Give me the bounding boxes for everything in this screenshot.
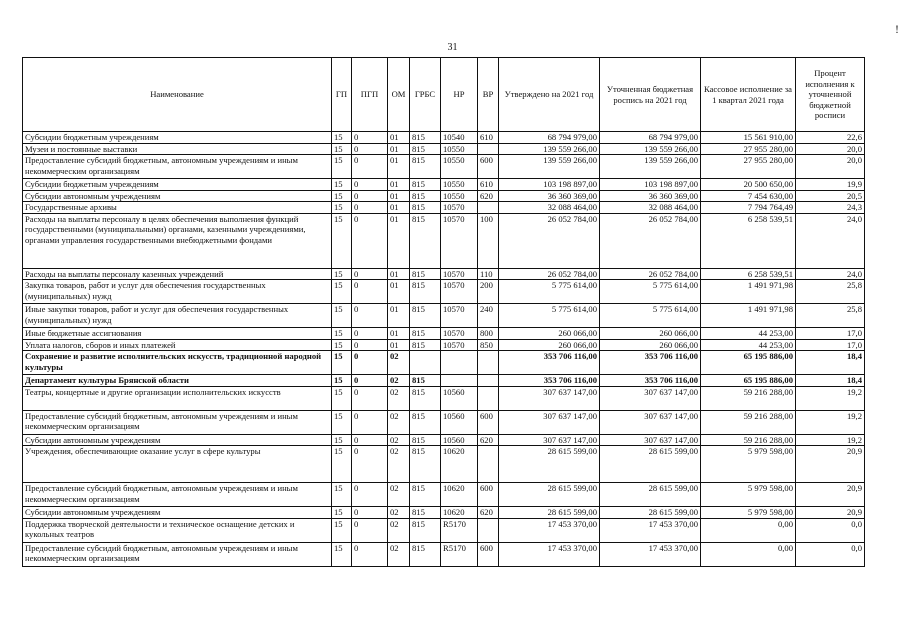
cell-grbs: 815 <box>410 190 441 202</box>
cell-name: Учреждения, обеспечивающие оказание услуг в сфере культуры <box>23 446 332 483</box>
cell-refined: 28 615 599,00 <box>600 483 701 507</box>
cell-om: 01 <box>388 280 410 304</box>
cell-vr: 600 <box>478 542 499 566</box>
cell-cash: 20 500 650,00 <box>701 179 796 191</box>
cell-refined: 353 706 116,00 <box>600 351 701 375</box>
table-row <box>23 410 865 434</box>
cell-cash: 5 979 598,00 <box>701 507 796 519</box>
cell-pgp: 0 <box>352 410 388 434</box>
table-row <box>23 518 865 542</box>
cell-vr: 610 <box>478 179 499 191</box>
cell-vr <box>478 351 499 375</box>
cell-np <box>441 351 478 375</box>
cell-approved: 68 794 979,00 <box>499 132 600 144</box>
cell-gp: 15 <box>332 518 352 542</box>
cell-vr: 240 <box>478 304 499 328</box>
cell-grbs: 815 <box>410 410 441 434</box>
cell-pgp: 0 <box>352 434 388 446</box>
cell-gp: 15 <box>332 339 352 351</box>
cell-om: 01 <box>388 268 410 280</box>
cell-om: 02 <box>388 507 410 519</box>
cell-percent: 25,8 <box>796 304 865 328</box>
table-row <box>23 434 865 446</box>
cell-om: 01 <box>388 143 410 155</box>
cell-refined: 307 637 147,00 <box>600 434 701 446</box>
cell-cash: 65 195 886,00 <box>701 351 796 375</box>
table-row <box>23 155 865 179</box>
cell-np: 10560 <box>441 386 478 410</box>
cell-gp: 15 <box>332 351 352 375</box>
cell-percent: 17,0 <box>796 328 865 340</box>
cell-vr <box>478 386 499 410</box>
cell-gp: 15 <box>332 155 352 179</box>
cell-refined: 103 198 897,00 <box>600 179 701 191</box>
cell-gp: 15 <box>332 507 352 519</box>
cell-gp: 15 <box>332 132 352 144</box>
cell-om: 02 <box>388 410 410 434</box>
cell-vr: 110 <box>478 268 499 280</box>
table-row <box>23 507 865 519</box>
cell-grbs: 815 <box>410 143 441 155</box>
table-row <box>23 190 865 202</box>
cell-pgp: 0 <box>352 507 388 519</box>
cell-vr <box>478 375 499 387</box>
cell-np: 10550 <box>441 143 478 155</box>
cell-pgp: 0 <box>352 213 388 268</box>
cell-percent: 19,2 <box>796 434 865 446</box>
cell-pgp: 0 <box>352 351 388 375</box>
table-row <box>23 351 865 375</box>
cell-vr <box>478 202 499 214</box>
cell-approved: 139 559 266,00 <box>499 155 600 179</box>
cell-cash: 0,00 <box>701 542 796 566</box>
cell-grbs: 815 <box>410 507 441 519</box>
cell-grbs: 815 <box>410 155 441 179</box>
cell-om: 01 <box>388 339 410 351</box>
cell-np: 10620 <box>441 446 478 483</box>
cell-approved: 5 775 614,00 <box>499 304 600 328</box>
cell-cash: 44 253,00 <box>701 339 796 351</box>
cell-approved: 28 615 599,00 <box>499 483 600 507</box>
cell-gp: 15 <box>332 542 352 566</box>
table-row <box>23 143 865 155</box>
table-row <box>23 304 865 328</box>
cell-pgp: 0 <box>352 268 388 280</box>
cell-approved: 26 052 784,00 <box>499 213 600 268</box>
cell-cash: 5 979 598,00 <box>701 446 796 483</box>
cell-gp: 15 <box>332 434 352 446</box>
cell-cash: 44 253,00 <box>701 328 796 340</box>
cell-cash: 6 258 539,51 <box>701 213 796 268</box>
table-row <box>23 386 865 410</box>
cell-pgp: 0 <box>352 202 388 214</box>
cell-refined: 28 615 599,00 <box>600 507 701 519</box>
cell-gp: 15 <box>332 268 352 280</box>
cell-cash: 27 955 280,00 <box>701 155 796 179</box>
cell-refined: 68 794 979,00 <box>600 132 701 144</box>
cell-name: Предоставление субсидий бюджетным, автономным учреждениям и иным некоммерческим организациям <box>23 410 332 434</box>
cell-om: 01 <box>388 328 410 340</box>
cell-np: 10570 <box>441 304 478 328</box>
cell-om: 01 <box>388 190 410 202</box>
cell-name: Предоставление субсидий бюджетным, автономным учреждениям и иным некоммерческим организациям <box>23 542 332 566</box>
cell-name: Закупка товаров, работ и услуг для обеспечения государственных (муниципальных) нужд <box>23 280 332 304</box>
cell-cash: 7 454 630,00 <box>701 190 796 202</box>
cell-pgp: 0 <box>352 375 388 387</box>
cell-percent: 0,0 <box>796 542 865 566</box>
cell-grbs: 815 <box>410 518 441 542</box>
cell-np: R5170 <box>441 518 478 542</box>
cell-np: 10620 <box>441 507 478 519</box>
cell-gp: 15 <box>332 446 352 483</box>
cell-percent: 20,9 <box>796 483 865 507</box>
table-row <box>23 339 865 351</box>
cell-cash: 5 979 598,00 <box>701 483 796 507</box>
cell-refined: 353 706 116,00 <box>600 375 701 387</box>
cell-gp: 15 <box>332 143 352 155</box>
cell-om: 01 <box>388 179 410 191</box>
corner-mark: ! <box>895 22 899 36</box>
cell-vr <box>478 446 499 483</box>
cell-om: 02 <box>388 351 410 375</box>
cell-percent: 17,0 <box>796 339 865 351</box>
cell-grbs: 815 <box>410 434 441 446</box>
cell-name: Иные бюджетные ассигнования <box>23 328 332 340</box>
cell-grbs: 815 <box>410 202 441 214</box>
cell-om: 02 <box>388 386 410 410</box>
cell-grbs: 815 <box>410 213 441 268</box>
cell-percent: 24,0 <box>796 268 865 280</box>
cell-cash: 1 491 971,98 <box>701 280 796 304</box>
cell-grbs: 815 <box>410 483 441 507</box>
cell-approved: 260 066,00 <box>499 328 600 340</box>
cell-name: Предоставление субсидий бюджетным, автономным учреждениям и иным некоммерческим организациям <box>23 155 332 179</box>
cell-approved: 353 706 116,00 <box>499 375 600 387</box>
cell-vr: 850 <box>478 339 499 351</box>
cell-vr: 600 <box>478 483 499 507</box>
cell-np: 10570 <box>441 202 478 214</box>
cell-gp: 15 <box>332 280 352 304</box>
cell-om: 01 <box>388 213 410 268</box>
cell-refined: 260 066,00 <box>600 328 701 340</box>
cell-cash: 1 491 971,98 <box>701 304 796 328</box>
cell-gp: 15 <box>332 213 352 268</box>
cell-approved: 5 775 614,00 <box>499 280 600 304</box>
cell-percent: 20,0 <box>796 143 865 155</box>
cell-grbs: 815 <box>410 542 441 566</box>
cell-approved: 139 559 266,00 <box>499 143 600 155</box>
cell-name: Департамент культуры Брянской области <box>23 375 332 387</box>
cell-np: 10570 <box>441 268 478 280</box>
cell-approved: 28 615 599,00 <box>499 507 600 519</box>
cell-approved: 17 453 370,00 <box>499 518 600 542</box>
cell-grbs: 815 <box>410 328 441 340</box>
cell-refined: 260 066,00 <box>600 339 701 351</box>
cell-name: Расходы на выплаты персоналу казенных учреждений <box>23 268 332 280</box>
table-row <box>23 375 865 387</box>
table-row <box>23 446 865 483</box>
cell-grbs: 815 <box>410 179 441 191</box>
cell-pgp: 0 <box>352 386 388 410</box>
cell-percent: 19,2 <box>796 410 865 434</box>
cell-np: 10570 <box>441 339 478 351</box>
cell-cash: 59 216 288,00 <box>701 410 796 434</box>
cell-percent: 18,4 <box>796 375 865 387</box>
cell-refined: 17 453 370,00 <box>600 542 701 566</box>
cell-name: Субсидии автономным учреждениям <box>23 507 332 519</box>
cell-name: Субсидии автономным учреждениям <box>23 434 332 446</box>
cell-percent: 18,4 <box>796 351 865 375</box>
table-header-row <box>23 58 865 132</box>
cell-approved: 307 637 147,00 <box>499 410 600 434</box>
table-row <box>23 179 865 191</box>
cell-np: 10620 <box>441 483 478 507</box>
cell-grbs: 815 <box>410 386 441 410</box>
cell-approved: 260 066,00 <box>499 339 600 351</box>
cell-vr: 800 <box>478 328 499 340</box>
table-row <box>23 132 865 144</box>
cell-refined: 32 088 464,00 <box>600 202 701 214</box>
cell-refined: 17 453 370,00 <box>600 518 701 542</box>
budget-table <box>22 57 865 567</box>
cell-gp: 15 <box>332 328 352 340</box>
cell-cash: 0,00 <box>701 518 796 542</box>
cell-refined: 307 637 147,00 <box>600 410 701 434</box>
header-grbs: ГРБС <box>410 58 441 132</box>
cell-approved: 307 637 147,00 <box>499 434 600 446</box>
cell-om: 01 <box>388 132 410 144</box>
cell-gp: 15 <box>332 410 352 434</box>
cell-name: Театры, концертные и другие организации исполнительских искусств <box>23 386 332 410</box>
cell-np: 10560 <box>441 410 478 434</box>
cell-cash: 7 794 764,49 <box>701 202 796 214</box>
cell-om: 02 <box>388 434 410 446</box>
cell-gp: 15 <box>332 386 352 410</box>
cell-cash: 59 216 288,00 <box>701 434 796 446</box>
cell-pgp: 0 <box>352 518 388 542</box>
cell-refined: 26 052 784,00 <box>600 213 701 268</box>
header-om: ОМ <box>388 58 410 132</box>
cell-name: Предоставление субсидий бюджетным, автономным учреждениям и иным некоммерческим организациям <box>23 483 332 507</box>
cell-pgp: 0 <box>352 155 388 179</box>
cell-gp: 15 <box>332 179 352 191</box>
cell-cash: 65 195 886,00 <box>701 375 796 387</box>
header-gp: ГП <box>332 58 352 132</box>
cell-np: 10560 <box>441 434 478 446</box>
cell-np: 10570 <box>441 328 478 340</box>
cell-grbs: 815 <box>410 280 441 304</box>
cell-percent: 25,8 <box>796 280 865 304</box>
cell-grbs: 815 <box>410 446 441 483</box>
header-approved: Утверждено на 2021 год <box>499 58 600 132</box>
cell-om: 02 <box>388 375 410 387</box>
table-row <box>23 268 865 280</box>
cell-om: 01 <box>388 155 410 179</box>
cell-vr: 620 <box>478 507 499 519</box>
cell-refined: 307 637 147,00 <box>600 386 701 410</box>
cell-pgp: 0 <box>352 190 388 202</box>
cell-np: 10550 <box>441 179 478 191</box>
cell-gp: 15 <box>332 483 352 507</box>
cell-vr: 600 <box>478 410 499 434</box>
table-row <box>23 280 865 304</box>
cell-cash: 15 561 910,00 <box>701 132 796 144</box>
cell-np: 10570 <box>441 280 478 304</box>
table-row <box>23 328 865 340</box>
cell-grbs: 815 <box>410 268 441 280</box>
page-number: 31 <box>447 42 458 53</box>
cell-om: 02 <box>388 518 410 542</box>
cell-np: R5170 <box>441 542 478 566</box>
cell-approved: 28 615 599,00 <box>499 446 600 483</box>
header-pgp: ПГП <box>352 58 388 132</box>
cell-gp: 15 <box>332 304 352 328</box>
cell-grbs: 815 <box>410 132 441 144</box>
cell-vr: 100 <box>478 213 499 268</box>
cell-vr: 620 <box>478 190 499 202</box>
cell-np: 10540 <box>441 132 478 144</box>
cell-pgp: 0 <box>352 339 388 351</box>
cell-pgp: 0 <box>352 304 388 328</box>
header-name: Наименование <box>23 58 332 132</box>
cell-om: 01 <box>388 304 410 328</box>
cell-np <box>441 375 478 387</box>
cell-approved: 307 637 147,00 <box>499 386 600 410</box>
cell-refined: 5 775 614,00 <box>600 280 701 304</box>
cell-name: Государственные архивы <box>23 202 332 214</box>
cell-grbs: 815 <box>410 339 441 351</box>
cell-grbs <box>410 351 441 375</box>
cell-grbs: 815 <box>410 304 441 328</box>
cell-approved: 36 360 369,00 <box>499 190 600 202</box>
cell-np: 10550 <box>441 190 478 202</box>
cell-grbs: 815 <box>410 375 441 387</box>
cell-name: Расходы на выплаты персоналу в целях обеспечения выполнения функций государственными (муниципальными) органами, казенными учреждениями, органами управления государственными внебюджетными фондами <box>23 213 332 268</box>
header-percent: Процент исполнения к уточненной бюджетной росписи <box>796 58 865 132</box>
cell-refined: 139 559 266,00 <box>600 143 701 155</box>
cell-gp: 15 <box>332 202 352 214</box>
cell-percent: 20,0 <box>796 155 865 179</box>
cell-refined: 36 360 369,00 <box>600 190 701 202</box>
cell-approved: 353 706 116,00 <box>499 351 600 375</box>
cell-om: 01 <box>388 202 410 214</box>
cell-percent: 20,9 <box>796 507 865 519</box>
table-row <box>23 542 865 566</box>
cell-name: Музеи и постоянные выставки <box>23 143 332 155</box>
cell-name: Уплата налогов, сборов и иных платежей <box>23 339 332 351</box>
cell-gp: 15 <box>332 375 352 387</box>
table-row <box>23 483 865 507</box>
cell-cash: 6 258 539,51 <box>701 268 796 280</box>
cell-approved: 32 088 464,00 <box>499 202 600 214</box>
cell-refined: 139 559 266,00 <box>600 155 701 179</box>
cell-om: 02 <box>388 446 410 483</box>
cell-percent: 19,2 <box>796 386 865 410</box>
cell-pgp: 0 <box>352 143 388 155</box>
cell-name: Субсидии автономным учреждениям <box>23 190 332 202</box>
cell-pgp: 0 <box>352 132 388 144</box>
cell-pgp: 0 <box>352 328 388 340</box>
cell-np: 10570 <box>441 213 478 268</box>
table-row <box>23 202 865 214</box>
cell-percent: 24,3 <box>796 202 865 214</box>
header-refined: Уточненная бюджетная роспись на 2021 год <box>600 58 701 132</box>
cell-percent: 19,9 <box>796 179 865 191</box>
cell-cash: 59 216 288,00 <box>701 386 796 410</box>
cell-name: Поддержка творческой деятельности и техническое оснащение детских и кукольных театров <box>23 518 332 542</box>
cell-np: 10550 <box>441 155 478 179</box>
cell-pgp: 0 <box>352 446 388 483</box>
cell-pgp: 0 <box>352 483 388 507</box>
cell-approved: 26 052 784,00 <box>499 268 600 280</box>
table-body <box>23 132 865 567</box>
cell-percent: 20,9 <box>796 446 865 483</box>
cell-name: Сохранение и развитие исполнительских искусств, традиционной народной культуры <box>23 351 332 375</box>
header-np: НР <box>441 58 478 132</box>
cell-refined: 26 052 784,00 <box>600 268 701 280</box>
cell-name: Субсидии бюджетным учреждениям <box>23 132 332 144</box>
cell-percent: 22,6 <box>796 132 865 144</box>
header-cash: Кассовое исполнение за 1 квартал 2021 года <box>701 58 796 132</box>
cell-approved: 17 453 370,00 <box>499 542 600 566</box>
cell-pgp: 0 <box>352 542 388 566</box>
cell-pgp: 0 <box>352 179 388 191</box>
cell-vr: 620 <box>478 434 499 446</box>
cell-vr: 610 <box>478 132 499 144</box>
cell-cash: 27 955 280,00 <box>701 143 796 155</box>
cell-om: 02 <box>388 542 410 566</box>
cell-percent: 0,0 <box>796 518 865 542</box>
cell-vr <box>478 518 499 542</box>
cell-refined: 5 775 614,00 <box>600 304 701 328</box>
cell-pgp: 0 <box>352 280 388 304</box>
cell-vr: 200 <box>478 280 499 304</box>
cell-refined: 28 615 599,00 <box>600 446 701 483</box>
cell-gp: 15 <box>332 190 352 202</box>
cell-percent: 20,5 <box>796 190 865 202</box>
cell-name: Иные закупки товаров, работ и услуг для обеспечения государственных (муниципальных) нужд <box>23 304 332 328</box>
cell-om: 02 <box>388 483 410 507</box>
table-row <box>23 213 865 268</box>
header-vr: ВР <box>478 58 499 132</box>
cell-approved: 103 198 897,00 <box>499 179 600 191</box>
cell-vr <box>478 143 499 155</box>
cell-percent: 24,0 <box>796 213 865 268</box>
cell-name: Субсидии бюджетным учреждениям <box>23 179 332 191</box>
cell-vr: 600 <box>478 155 499 179</box>
